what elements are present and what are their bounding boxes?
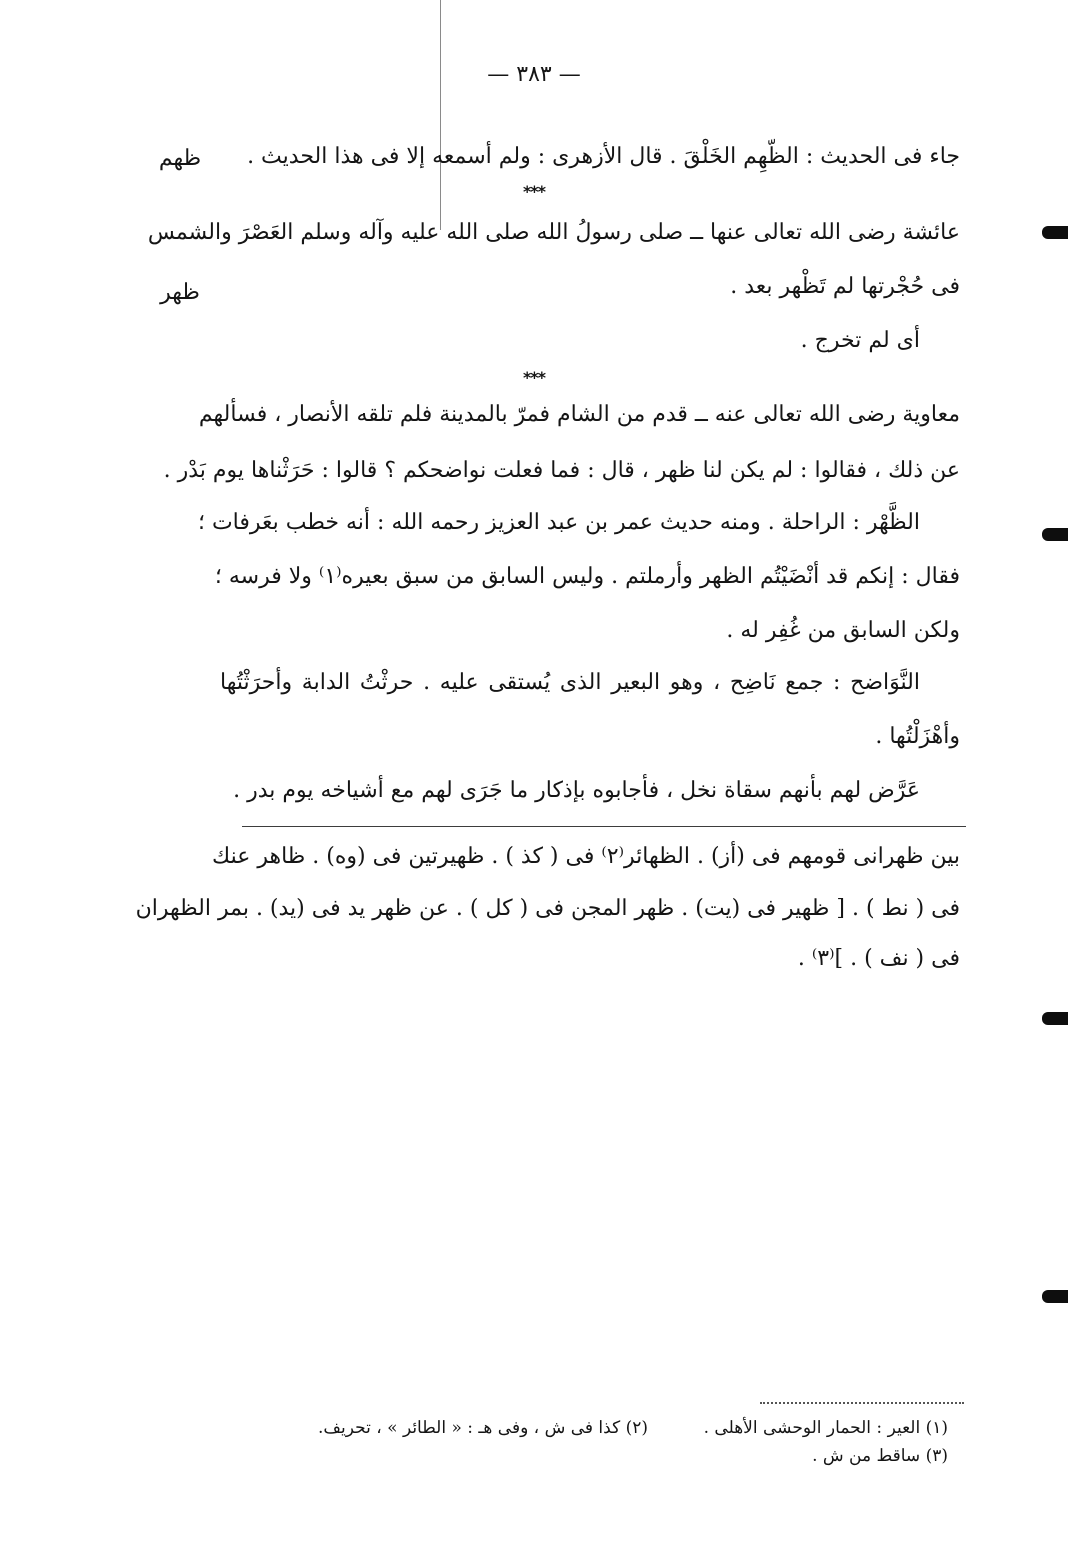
section-separator: *** [522, 182, 546, 201]
zahr-paragraph-line-2: فقال : إنكم قد أنْضَيْتُم الظهر وأرملتم . وليس السابق من سبق بعيره⁽١⁾ ولا فرسه ؛ [214, 564, 960, 589]
cross-ref-line-2: فى ( نط ) . [ ظهير فى (يت) . ظهر المجن فى ( كل ) . عن ظهر يد فى (يد) . بمر الظهران [135, 896, 960, 921]
hadith-aisha-line-2: فى حُجْرتها لم تَظْهر بعد . [730, 274, 960, 299]
nawadih-paragraph-line-2: وأهْزَلْتُها . [875, 724, 960, 749]
hadith-muawiya-line-1: معاوية رضى الله تعالى عنه ــ قدم من الشام فمرّ بالمدينة فلم تلقه الأنصار ، فسألهم [198, 402, 960, 427]
thumb-index-mark [1042, 1290, 1068, 1303]
section-separator: *** [522, 368, 546, 387]
entry-zahm-line: جاء فى الحديث : الظّهِم الخَلْقَ . قال الأزهرى : ولم أسمعه إلا فى هذا الحديث . [247, 144, 960, 169]
footnote-3: (٣) ساقط من ش . [812, 1446, 948, 1466]
gloss-aisha: أى لم تخرج . [800, 328, 920, 353]
zahr-paragraph-line-3: ولكن السابق من غُفِر له . [726, 618, 960, 643]
thumb-index-mark [1042, 226, 1068, 239]
thumb-index-mark [1042, 1012, 1068, 1025]
page-number: — ٣٨٣ — [487, 62, 581, 87]
footnote-1: (١) العير : الحمار الوحشى الأهلى . [703, 1418, 948, 1438]
muawiya-note: عَرَّض لهم بأنهم سقاة نخل ، فأجابوه بإذكار ما جَرَى لهم مع أشياخه يوم بدر . [233, 778, 920, 803]
hadith-aisha-line-1: عائشة رضى الله تعالى عنها ــ صلى رسولُ الله صلى الله عليه وآله وسلم العَصْرَ والشمس [147, 220, 960, 245]
zahr-paragraph-line-1: الظَّهْر : الراحلة . ومنه حديث عمر بن عبد العزيز رحمه الله : أنه خطب بعَرفات ؛ [197, 510, 920, 535]
margin-headword-zahr: ظهر [160, 280, 200, 305]
cross-reference-divider [242, 826, 966, 827]
thumb-index-mark [1042, 528, 1068, 541]
cross-ref-line-3: فى ( نف ) . ]⁽٣⁾ . [797, 946, 960, 971]
margin-headword-zahm: ظهم [158, 146, 202, 171]
footnote-rule [760, 1402, 964, 1405]
footnote-2: (٢) كذا فى ش ، وفى هـ : « الطائر » ، تحريف. [318, 1418, 648, 1438]
nawadih-paragraph-line-1: النَّوَاضح : جمع نَاضِح ، وهو البعير الذى يُستقى عليه . حرثْتُ الدابة وأحرَثْتُها [220, 670, 920, 695]
hadith-muawiya-line-2: عن ذلك ، فقالوا : لم يكن لنا ظهر ، قال : فما فعلت نواضحكم ؟ قالوا : حَرَثْناها يوم بَدْر . [163, 458, 960, 483]
cross-ref-line-1: بين ظهرانى قومهم فى (أز) . الظهائر⁽٢⁾ فى ( كذ ) . ظهيرتين فى (وه) . ظاهر عنك [212, 844, 960, 869]
